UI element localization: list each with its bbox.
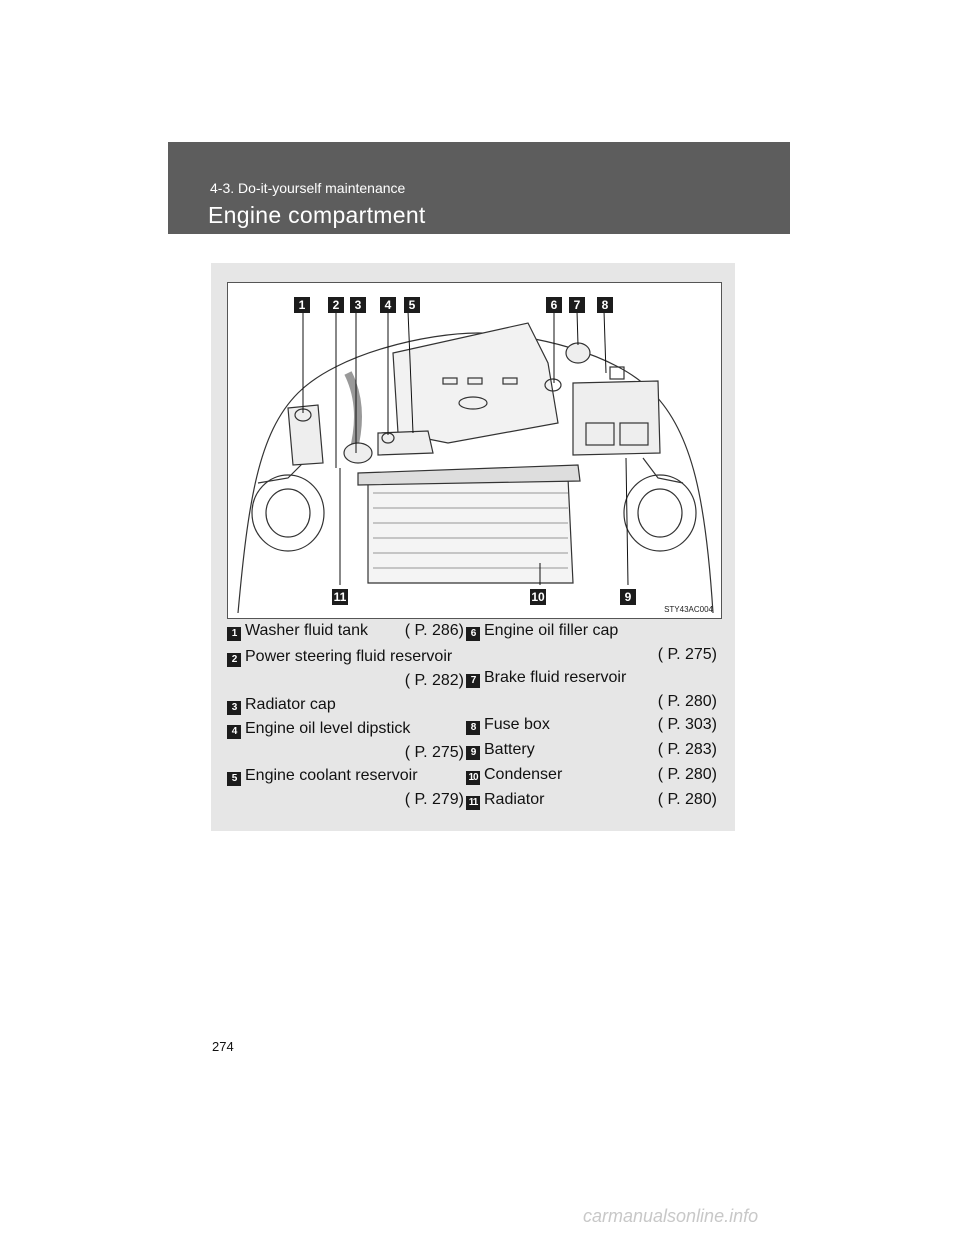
callout-10: 10 bbox=[531, 590, 545, 604]
legend-ref: ( P. 280) bbox=[657, 791, 717, 808]
legend-item-9 bbox=[466, 741, 717, 763]
figure-code: STY43AC004 bbox=[664, 605, 713, 614]
legend-number: 5 bbox=[227, 772, 241, 786]
legend-item-10 bbox=[466, 766, 717, 788]
legend-ref: ( P. 280) bbox=[657, 693, 717, 710]
legend-label: Radiator bbox=[484, 791, 545, 808]
legend-ref: ( P. 275) bbox=[657, 646, 717, 663]
legend-item-3 bbox=[227, 696, 464, 718]
legend-item-4 bbox=[227, 720, 464, 764]
legend-label: Engine oil level dipstick bbox=[245, 720, 411, 737]
watermark: carmanualsonline.info bbox=[583, 1206, 759, 1226]
callout-4: 4 bbox=[380, 297, 396, 313]
page-title: Engine compartment bbox=[208, 202, 426, 228]
legend-label: Radiator cap bbox=[245, 696, 336, 713]
legend-label: Washer fluid tank bbox=[245, 622, 369, 639]
legend-ref: ( P. 275) bbox=[404, 744, 464, 761]
callout-1: 1 bbox=[294, 297, 310, 313]
callout-8: 8 bbox=[597, 297, 613, 313]
legend-ref: ( P. 283) bbox=[657, 741, 717, 758]
legend-item-1 bbox=[227, 622, 464, 644]
engine-drawing bbox=[228, 283, 721, 618]
legend-number: 11 bbox=[466, 796, 480, 810]
legend-number: 2 bbox=[227, 653, 241, 667]
legend-label: Power steering fluid reservoir bbox=[245, 648, 453, 665]
page-number: 274 bbox=[212, 1039, 234, 1054]
legend-label: Brake fluid reservoir bbox=[484, 669, 627, 686]
callout-2: 2 bbox=[328, 297, 344, 313]
callout-11: 11 bbox=[333, 590, 347, 604]
callout-9: 9 bbox=[620, 589, 636, 605]
callout-5: 5 bbox=[404, 297, 420, 313]
legend-item-5 bbox=[227, 767, 464, 811]
legend-ref: ( P. 282) bbox=[404, 672, 464, 689]
legend-number: 7 bbox=[466, 674, 480, 688]
legend-label: Engine coolant reservoir bbox=[245, 767, 418, 784]
legend-number: 1 bbox=[227, 627, 241, 641]
legend-label: Engine oil filler cap bbox=[484, 622, 619, 639]
callout-7: 7 bbox=[569, 297, 585, 313]
engine-illustration bbox=[227, 282, 722, 619]
legend-label: Battery bbox=[484, 741, 535, 758]
page-header bbox=[168, 142, 790, 234]
callout-3: 3 bbox=[350, 297, 366, 313]
callout-6: 6 bbox=[546, 297, 562, 313]
legend-item-11 bbox=[466, 791, 717, 813]
legend-number: 6 bbox=[466, 627, 480, 641]
legend-label: Fuse box bbox=[484, 716, 550, 733]
legend-item-8 bbox=[466, 716, 717, 738]
legend-ref: ( P. 279) bbox=[404, 791, 464, 808]
legend-ref: ( P. 286) bbox=[404, 622, 464, 639]
legend-item-7 bbox=[466, 669, 717, 713]
legend-number: 4 bbox=[227, 725, 241, 739]
legend-number: 9 bbox=[466, 746, 480, 760]
legend-number: 8 bbox=[466, 721, 480, 735]
legend-item-2 bbox=[227, 648, 464, 692]
legend-item-6 bbox=[466, 622, 717, 666]
section-label: 4-3. Do-it-yourself maintenance bbox=[210, 180, 406, 196]
legend-label: Condenser bbox=[484, 766, 563, 783]
legend-ref: ( P. 280) bbox=[657, 766, 717, 783]
legend-number: 3 bbox=[227, 701, 241, 715]
legend-number: 10 bbox=[466, 771, 480, 785]
legend-ref: ( P. 303) bbox=[657, 716, 717, 733]
